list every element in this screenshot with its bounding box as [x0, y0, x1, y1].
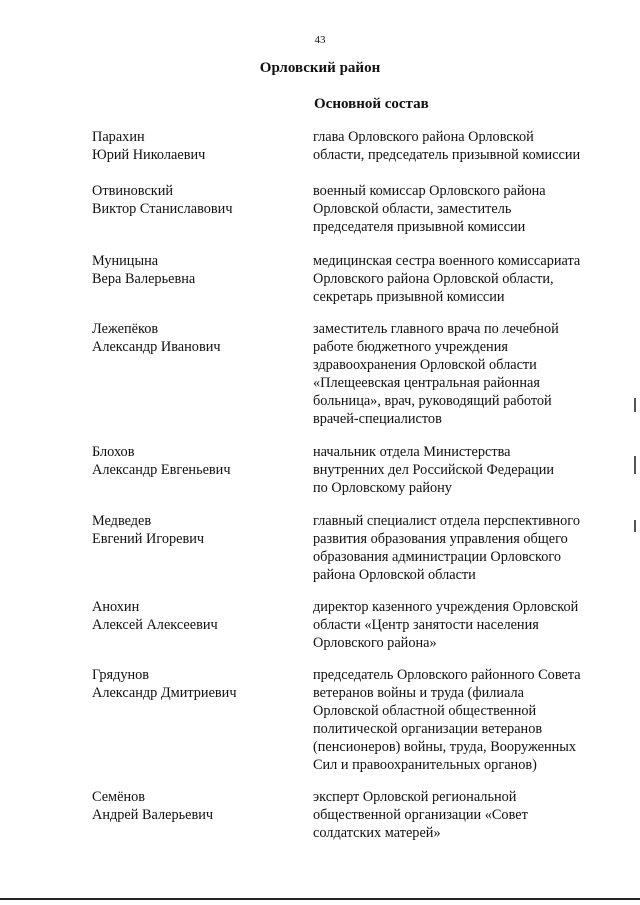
member-role-line: солдатских матерей» [313, 825, 441, 841]
member-role-line: ветеранов войны и труда (филиала [313, 685, 524, 701]
bottom-rule [0, 898, 640, 900]
member-name-line: Александр Иванович [92, 339, 221, 355]
member-role-line: начальник отдела Министерства [313, 444, 511, 460]
member-role-line: области «Центр занятости населения [313, 617, 539, 633]
member-role [313, 443, 613, 497]
member-name-line: Евгений Игоревич [92, 531, 205, 547]
member-role [313, 128, 613, 164]
member-name [92, 598, 292, 634]
member-name-line: Муницына [92, 253, 159, 269]
member-role-line: эксперт Орловской региональной [313, 789, 517, 805]
page-title: Орловский район [259, 60, 381, 76]
member-name-line: Лежепёков [92, 321, 159, 337]
scan-edge-mark [634, 398, 636, 412]
member-role [313, 512, 613, 584]
page-number: 43 [314, 34, 326, 46]
member-role [313, 252, 613, 306]
member-role-line: больница», врач, руководящий работой [313, 393, 552, 409]
scan-edge-mark [634, 456, 636, 474]
member-name-line: Александр Евгеньевич [92, 462, 231, 478]
member-role-line: медицинская сестра военного комиссариата [313, 253, 581, 269]
member-name [92, 182, 292, 218]
member-role-line: района Орловской области [313, 567, 476, 583]
member-name-line: Виктор Станиславович [92, 201, 233, 217]
member-role-line: Орловской области, заместитель [313, 201, 512, 217]
member-role-line: Сил и правоохранительных органов) [313, 757, 537, 773]
member-name [92, 128, 292, 164]
member-role-line: Орловского района» [313, 635, 437, 651]
member-name [92, 512, 292, 548]
member-role-line: главный специалист отдела перспективного [313, 513, 580, 529]
member-role-line: заместитель главного врача по лечебной [313, 321, 559, 337]
member-name-line: Семёнов [92, 789, 145, 805]
member-role-line: политической организации ветеранов [313, 721, 543, 737]
member-role-line: развития образования управления общего [313, 531, 568, 547]
member-role-line: глава Орловского района Орловской [313, 129, 534, 145]
member-name-line: Алексей Алексеевич [92, 617, 218, 633]
member-role-line: директор казенного учреждения Орловской [313, 599, 579, 615]
member-role [313, 320, 613, 428]
member-role-line: внутренних дел Российской Федерации [313, 462, 555, 478]
member-role-line: «Плещеевская центральная районная [313, 375, 540, 391]
member-name-line: Грядунов [92, 667, 150, 683]
member-role [313, 182, 613, 236]
section-subtitle: Основной состав [314, 96, 429, 112]
member-role-line: председателя призывной комиссии [313, 219, 526, 235]
member-role-line: здравоохранения Орловской области [313, 357, 537, 373]
member-role [313, 666, 613, 774]
member-role-line: Орловской областной общественной [313, 703, 537, 719]
member-name-line: Вера Валерьевна [92, 271, 196, 287]
member-name-line: Медведев [92, 513, 152, 529]
member-role [313, 598, 613, 652]
member-role-line: военный комиссар Орловского района [313, 183, 546, 199]
member-name [92, 252, 292, 288]
member-role-line: секретарь призывной комиссии [313, 289, 505, 305]
member-name-line: Анохин [92, 599, 140, 615]
member-name-line: Парахин [92, 129, 145, 145]
member-name-line: Блохов [92, 444, 135, 460]
member-role-line: образования администрации Орловского [313, 549, 562, 565]
member-role-line: по Орловскому району [313, 480, 452, 496]
member-name-line: Александр Дмитриевич [92, 685, 237, 701]
member-role-line: врачей-специалистов [313, 411, 442, 427]
member-name-line: Юрий Николаевич [92, 147, 206, 163]
member-role-line: общественной организации «Совет [313, 807, 528, 823]
member-role-line: работе бюджетного учреждения [313, 339, 508, 355]
member-name [92, 788, 292, 824]
member-name [92, 443, 292, 479]
member-role-line: области, председатель призывной комиссии [313, 147, 581, 163]
member-name [92, 666, 292, 702]
scan-edge-mark [634, 520, 636, 532]
member-role [313, 788, 613, 842]
member-role-line: председатель Орловского районного Совета [313, 667, 581, 683]
member-role-line: Орловского района Орловской области, [313, 271, 554, 287]
member-name-line: Отвиновский [92, 183, 174, 199]
member-name [92, 320, 292, 356]
member-role-line: (пенсионеров) войны, труда, Вооруженных [313, 739, 577, 755]
member-name-line: Андрей Валерьевич [92, 807, 214, 823]
